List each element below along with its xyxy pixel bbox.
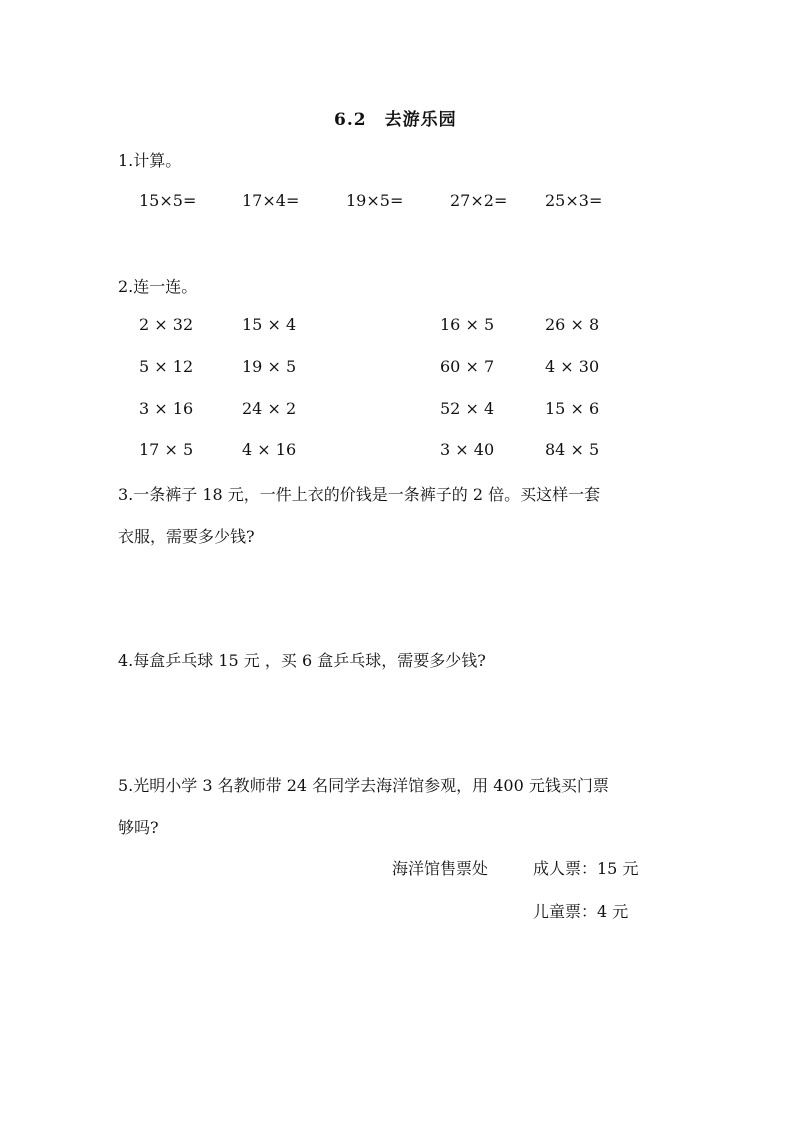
q2-left-expr: 24 × 2: [242, 399, 297, 418]
question-2-label: 2.连一连。: [118, 277, 198, 296]
page-title: 6.2 去游乐园: [334, 110, 457, 130]
question-1-label: 1.计算。: [118, 151, 182, 170]
q1-item: 27×2=: [450, 191, 508, 210]
q2-left-expr: 15 × 4: [242, 315, 297, 334]
q2-right-expr: 15 × 6: [545, 399, 600, 418]
q1-item: 25×3=: [545, 191, 603, 210]
q2-left-expr: 17 × 5: [139, 440, 194, 459]
q2-right-expr: 60 × 7: [440, 357, 495, 376]
question-3-line-1: 3.一条裤子 18 元，一件上衣的价钱是一条裤子的 2 倍。买这样一套: [118, 485, 601, 504]
q2-left-expr: 2 × 32: [139, 315, 194, 334]
question-5-line-1: 5.光明小学 3 名教师带 24 名同学去海洋馆参观，用 400 元钱买门票: [118, 776, 609, 795]
q2-left-expr: 5 × 12: [139, 357, 194, 376]
question-3-line-2: 衣服，需要多少钱?: [118, 527, 255, 546]
q2-left-expr: 3 × 16: [139, 399, 194, 418]
question-4: 4.每盒乒乓球 15 元 ，买 6 盒乒乓球，需要多少钱?: [118, 651, 486, 670]
q2-right-expr: 3 × 40: [440, 440, 495, 459]
q2-left-expr: 19 × 5: [242, 357, 297, 376]
q2-right-expr: 4 × 30: [545, 357, 600, 376]
ticket-office-label: 海洋馆售票处: [392, 859, 489, 878]
q1-item: 19×5=: [346, 191, 404, 210]
q2-right-expr: 16 × 5: [440, 315, 495, 334]
question-5-line-2: 够吗?: [118, 818, 159, 837]
child-ticket-price: 儿童票：4 元: [533, 902, 629, 921]
q2-left-expr: 4 × 16: [242, 440, 297, 459]
q2-right-expr: 52 × 4: [440, 399, 495, 418]
q2-right-expr: 26 × 8: [545, 315, 600, 334]
q1-item: 15×5=: [139, 191, 197, 210]
q1-item: 17×4=: [242, 191, 300, 210]
adult-ticket-price: 成人票：15 元: [533, 859, 639, 878]
q2-right-expr: 84 × 5: [545, 440, 600, 459]
